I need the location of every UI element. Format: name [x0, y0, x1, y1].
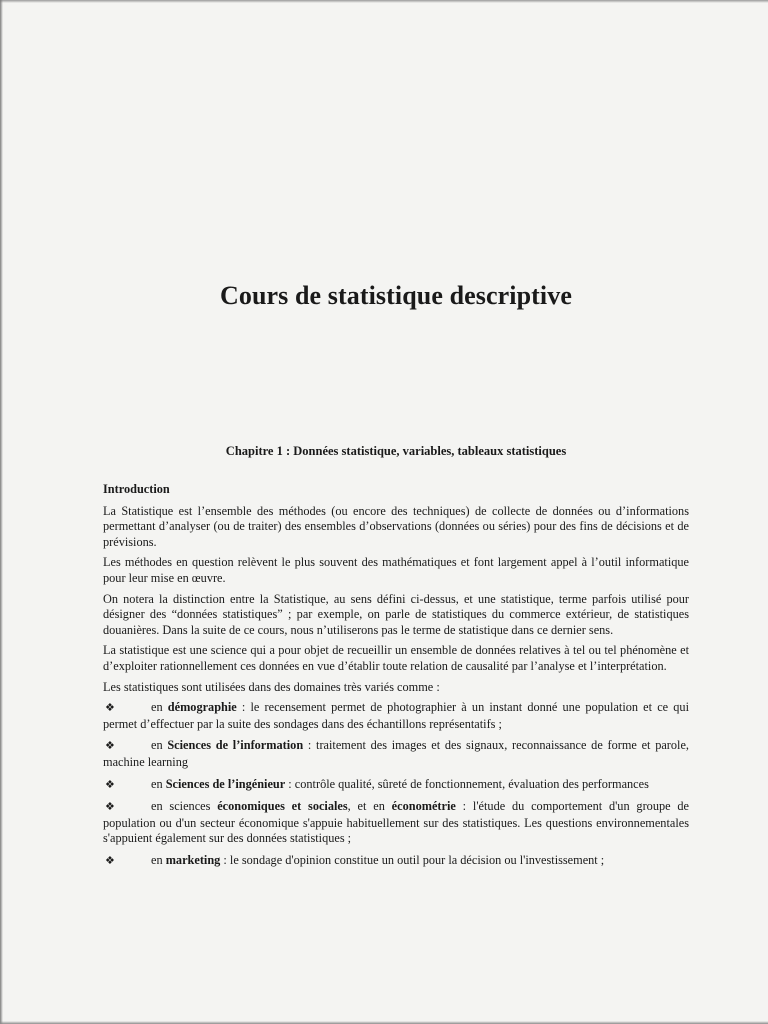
list-item-middle: , et en	[347, 799, 392, 814]
list-item-term: Sciences de l’information	[167, 738, 304, 753]
chapter-title: Chapitre 1 : Données statistique, variables, tableaux statistiques	[225, 444, 567, 458]
document-content	[103, 482, 689, 875]
paragraph-methods: Les méthodes en question relèvent le plus souvent des mathématiques et font largement appel à l’outil informatique pour leur mise en œuvre.	[103, 555, 689, 585]
list-item-demographie	[103, 700, 689, 732]
bullet-diamond-icon: ❖	[105, 740, 115, 753]
page-edge-top	[0, 0, 768, 3]
list-item-text: : contrôle qualité, sûreté de fonctionnement, évaluation des performances	[285, 776, 649, 791]
domains-list	[103, 700, 689, 869]
list-item-text: : traitement des images et des signaux, reconnaissance de forme et parole, machine learning	[103, 738, 689, 769]
list-item-text: : l'étude du comportement d'un groupe de population ou d'un secteur économique s'appuie habituellement sur des statistiques. Les questions environnementales s'appuient également sur des données statistiques ;	[103, 799, 689, 846]
document-title: Cours de statistique descriptive	[219, 281, 573, 310]
bullet-diamond-icon: ❖	[105, 801, 115, 814]
list-item-term: Sciences de l’ingénieur	[165, 776, 286, 791]
bullet-diamond-icon: ❖	[105, 702, 115, 715]
list-item-term: démographie	[167, 700, 237, 715]
list-item-prefix: en	[151, 776, 166, 791]
list-item-term: économiques et sociales	[217, 799, 348, 814]
page-edge-left	[0, 0, 3, 1024]
list-item-prefix: en	[151, 700, 168, 715]
paragraph-distinction: On notera la distinction entre la Statistique, au sens défini ci-dessus, et une statistique, terme parfois utilisé pour désigner des “données statistiques” ; par exemple, on parle de statistiques du commerce extérieur, de statistiques douanières. Dans la suite de ce cours, nous n’utiliserons pas le terme de statistique dans ce dernier sens.	[103, 591, 689, 637]
list-item-prefix: en	[151, 738, 168, 753]
list-item-text: : le sondage d'opinion constitue un outil pour la décision ou l'investissement ;	[220, 852, 605, 867]
bullet-diamond-icon: ❖	[105, 778, 115, 791]
list-item-sciences-information	[103, 738, 689, 770]
list-item-prefix: en	[151, 852, 166, 867]
list-item-sciences-ingenieur	[103, 777, 689, 794]
list-item-marketing	[103, 853, 689, 870]
list-item-text: : le recensement permet de photographier à un instant donné une population et ce qui permet d’effectuer par la suite des sondages dans des échantillons représentatifs ;	[103, 700, 689, 731]
bullet-diamond-icon: ❖	[105, 854, 115, 867]
list-item-prefix: en sciences	[151, 799, 218, 814]
paragraph-definition: La Statistique est l’ensemble des méthodes (ou encore des techniques) de collecte de données ou d’informations permettant d’analyser (ou de traiter) des ensembles d’observations (données ou séries) pour des fins de décisions et de prévisions.	[103, 503, 689, 549]
paragraph-science: La statistique est une science qui a pour objet de recueillir un ensemble de données relatives à tel ou tel phénomène et d’exploiter rationnellement ces données en vue d’établir toute relation de causalité par l’analyse et l’interprétation.	[103, 643, 689, 673]
list-item-term-secondary: économétrie	[391, 799, 456, 814]
list-item-sciences-economiques	[103, 799, 689, 847]
section-heading-introduction: Introduction	[103, 482, 170, 496]
paragraph-domains-intro: Les statistiques sont utilisées dans des domaines très variés comme :	[103, 679, 440, 694]
list-item-term: marketing	[165, 852, 221, 867]
